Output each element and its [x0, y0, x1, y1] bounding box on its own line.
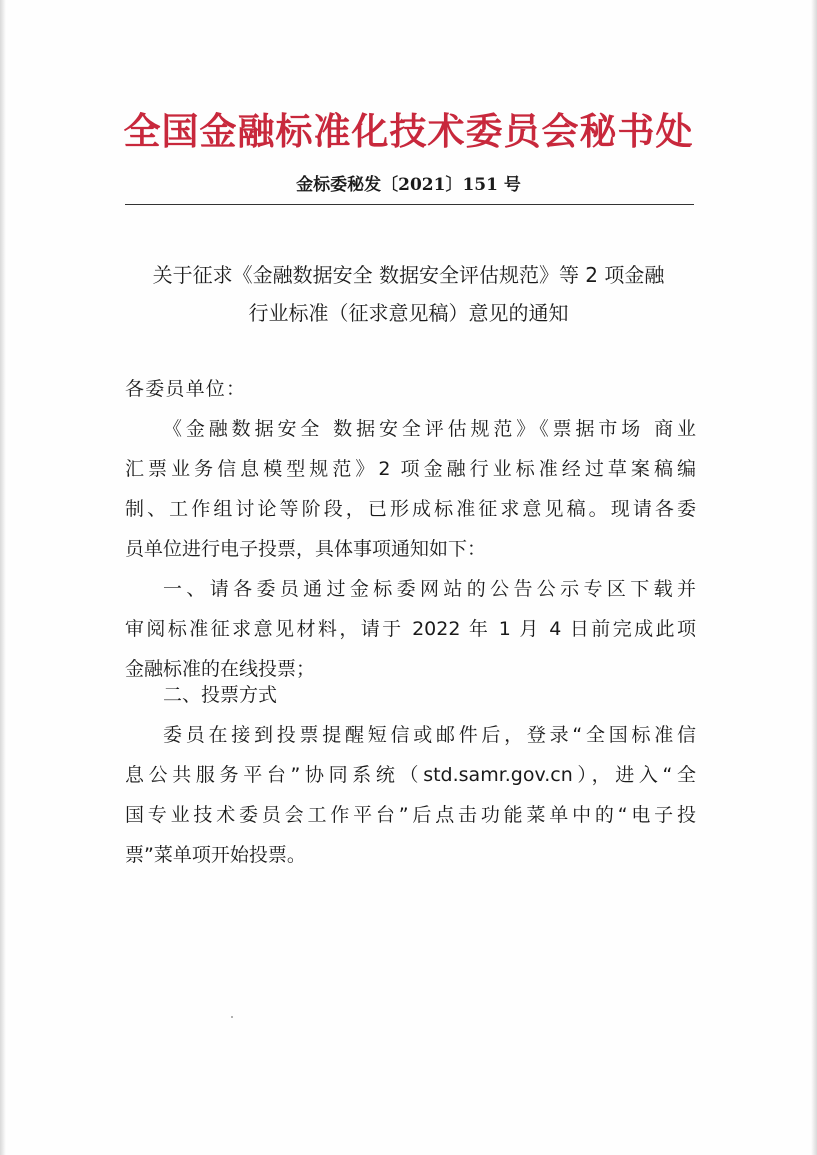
notice-title	[100, 256, 717, 332]
scan-speck	[231, 1016, 233, 1018]
paragraph-line: 一、请各委员通过金标委网站的公告公示专区下载并	[163, 578, 696, 600]
paragraph-line: 员单位进行电子投票，具体事项通知如下：	[125, 538, 487, 560]
paragraph-line: 二、投票方式	[163, 684, 278, 706]
paragraph-line: 《金融数据安全 数据安全评估规范》《票据市场 商业	[163, 418, 696, 440]
paragraph-intro	[125, 409, 696, 569]
paragraph-line: 审阅标准征求意见材料，请于 2022 年 1 月 4 日前完成此项	[125, 618, 696, 640]
paragraph-line: 息公共服务平台”协同系统（std.samr.gov.cn），进入“全	[125, 764, 696, 786]
paragraph-voting-method	[125, 715, 696, 875]
document-number: 金标委秘发〔2021〕151 号	[296, 175, 521, 195]
organization-header: 全国金融标准化技术委员会秘书处	[123, 109, 694, 153]
paragraph-item-one	[125, 569, 696, 689]
salutation: 各委员单位：	[125, 378, 247, 400]
header-divider	[125, 204, 694, 205]
paragraph-line: 金融标准的在线投票；	[125, 658, 316, 680]
notice-title-line-2: 行业标准（征求意见稿）意见的通知	[248, 301, 569, 325]
paragraph-line: 票”菜单项开始投票。	[125, 844, 306, 866]
paragraph-line: 制、工作组讨论等阶段，已形成标准征求意见稿。现请各委	[125, 498, 696, 520]
paragraph-item-two-heading	[125, 675, 696, 715]
paragraph-line: 国专业技术委员会工作平台”后点击功能菜单中的“电子投	[125, 804, 696, 826]
paragraph-line: 汇票业务信息模型规范》2 项金融行业标准经过草案稿编	[125, 458, 696, 480]
notice-title-line-1: 关于征求《金融数据安全 数据安全评估规范》等 2 项金融	[152, 263, 665, 287]
paragraph-line: 委员在接到投票提醒短信或邮件后，登录“全国标准信	[163, 724, 696, 746]
